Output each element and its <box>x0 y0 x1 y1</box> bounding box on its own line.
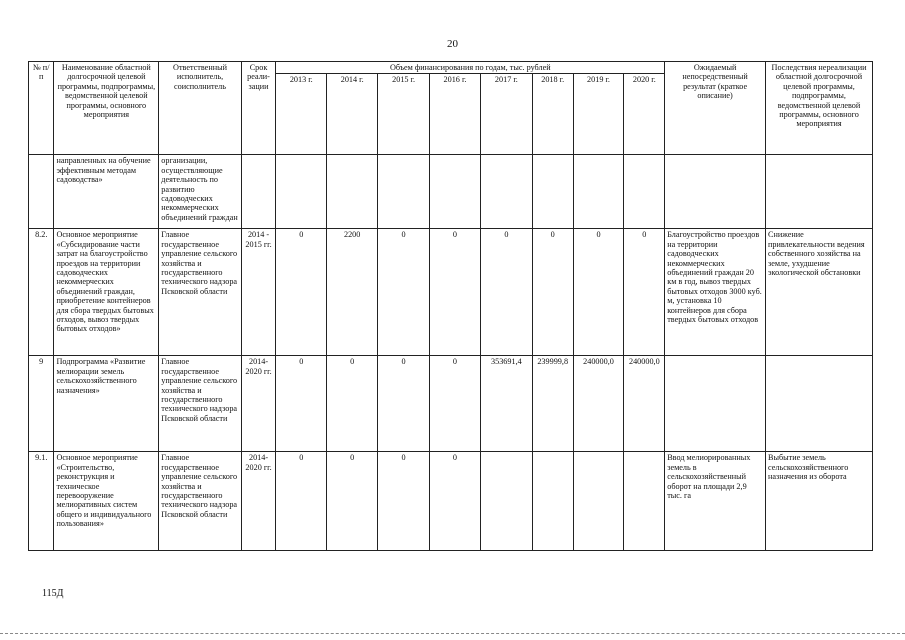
row-responsible: Главное государственное управление сельского хозяйства и государственного технического надзора Псковской области <box>159 229 241 356</box>
header-year: 2020 г. <box>624 74 665 155</box>
row-value: 239999,8 <box>532 356 573 452</box>
header-consequences: Последствия нереализации областной долгосрочной целевой программы, подпрограммы, ведомственной целевой программы, основного мероприятия <box>766 62 873 155</box>
row-consequences: Снижение привлекательности ведения собственного хозяйства на земле, ухудшение экологической обстановки <box>766 229 873 356</box>
row-name: Основное мероприятие «Строительство, реконструкция и техническое перевооружение мелиоративных систем общего и индивидуального пользования» <box>54 452 159 551</box>
row-responsible: Главное государственное управление сельского хозяйства и государственного технического надзора Псковской области <box>159 452 241 551</box>
row-value: 0 <box>430 356 481 452</box>
footer-code: 115Д <box>42 588 64 599</box>
row-expected: Благоустройство проездов на территории садоводческих некоммерческих объединений граждан 20 км в год, вывоз твердых бытовых отходов 3000 куб. м, установка 10 контейнеров для сбора твердых бытовых отходов <box>665 229 766 356</box>
row-value <box>624 155 665 229</box>
page-number: 20 <box>447 38 458 50</box>
row-consequences <box>766 356 873 452</box>
header-period: Срок реали-зации <box>241 62 276 155</box>
row-consequences: Выбытие земель сельскохозяйственного назначения из оборота <box>766 452 873 551</box>
row-code: 8.2. <box>29 229 54 356</box>
row-value: 240000,0 <box>573 356 624 452</box>
row-consequences <box>766 155 873 229</box>
row-value: 0 <box>378 229 430 356</box>
table-row <box>29 452 873 551</box>
row-value <box>430 155 481 229</box>
table-row <box>29 155 873 229</box>
row-value <box>532 155 573 229</box>
row-value: 0 <box>327 356 378 452</box>
row-value <box>532 452 573 551</box>
row-value: 0 <box>430 452 481 551</box>
row-value <box>573 155 624 229</box>
row-value: 0 <box>276 452 327 551</box>
row-value: 0 <box>624 229 665 356</box>
row-value: 0 <box>276 229 327 356</box>
header-year: 2017 г. <box>480 74 532 155</box>
table-row <box>29 356 873 452</box>
row-code: 9 <box>29 356 54 452</box>
row-expected <box>665 356 766 452</box>
row-value <box>480 155 532 229</box>
row-value: 0 <box>532 229 573 356</box>
header-year: 2013 г. <box>276 74 327 155</box>
row-period: 2014 - 2015 гг. <box>241 229 276 356</box>
row-value: 0 <box>430 229 481 356</box>
row-value <box>378 155 430 229</box>
header-num: № п/п <box>29 62 54 155</box>
scan-edge-line <box>0 633 905 634</box>
row-name: направленных на обучение эффективным методам садоводства» <box>54 155 159 229</box>
row-value <box>480 452 532 551</box>
row-code <box>29 155 54 229</box>
row-expected <box>665 155 766 229</box>
header-expected: Ожидаемый непосредственный результат (краткое описание) <box>665 62 766 155</box>
row-responsible: Главное государственное управление сельского хозяйства и государственного технического надзора Псковской области <box>159 356 241 452</box>
row-value: 0 <box>573 229 624 356</box>
row-value <box>624 452 665 551</box>
row-period <box>241 155 276 229</box>
header-year: 2016 г. <box>430 74 481 155</box>
row-value <box>573 452 624 551</box>
row-value: 353691,4 <box>480 356 532 452</box>
row-value <box>276 155 327 229</box>
table-row <box>29 229 873 356</box>
row-value: 240000,0 <box>624 356 665 452</box>
row-value: 0 <box>327 452 378 551</box>
row-period: 2014-2020 гг. <box>241 452 276 551</box>
header-year: 2015 г. <box>378 74 430 155</box>
row-name: Подпрограмма «Развитие мелиорации земель сельскохозяйственного назначения» <box>54 356 159 452</box>
row-name: Основное мероприятие «Субсидирование части затрат на благоустройство проездов на территории садоводческих некоммерческих объединений граждан, приобретение контейнеров для сбора твердых бытовых отходов, вывоз твердых бытовых отходов» <box>54 229 159 356</box>
header-year: 2018 г. <box>532 74 573 155</box>
row-value: 2200 <box>327 229 378 356</box>
row-value <box>327 155 378 229</box>
program-table <box>28 61 873 551</box>
header-year: 2014 г. <box>327 74 378 155</box>
header-year: 2019 г. <box>573 74 624 155</box>
row-expected: Ввод мелиорированных земель в сельскохозяйственный оборот на площади 2,9 тыс. га <box>665 452 766 551</box>
row-value: 0 <box>480 229 532 356</box>
header-funding: Объем финансирования по годам, тыс. рублей <box>276 62 665 74</box>
row-value: 0 <box>276 356 327 452</box>
row-code: 9.1. <box>29 452 54 551</box>
header-name: Наименование областной долгосрочной целевой программы, подпрограммы, ведомственной целевой программы, основного мероприятия <box>54 62 159 155</box>
row-value: 0 <box>378 452 430 551</box>
row-value: 0 <box>378 356 430 452</box>
row-responsible: организации, осуществляющие деятельность по развитию садоводческих некоммерческих объединений граждан <box>159 155 241 229</box>
header-responsible: Ответственный исполнитель, соисполнитель <box>159 62 241 155</box>
row-period: 2014-2020 гг. <box>241 356 276 452</box>
